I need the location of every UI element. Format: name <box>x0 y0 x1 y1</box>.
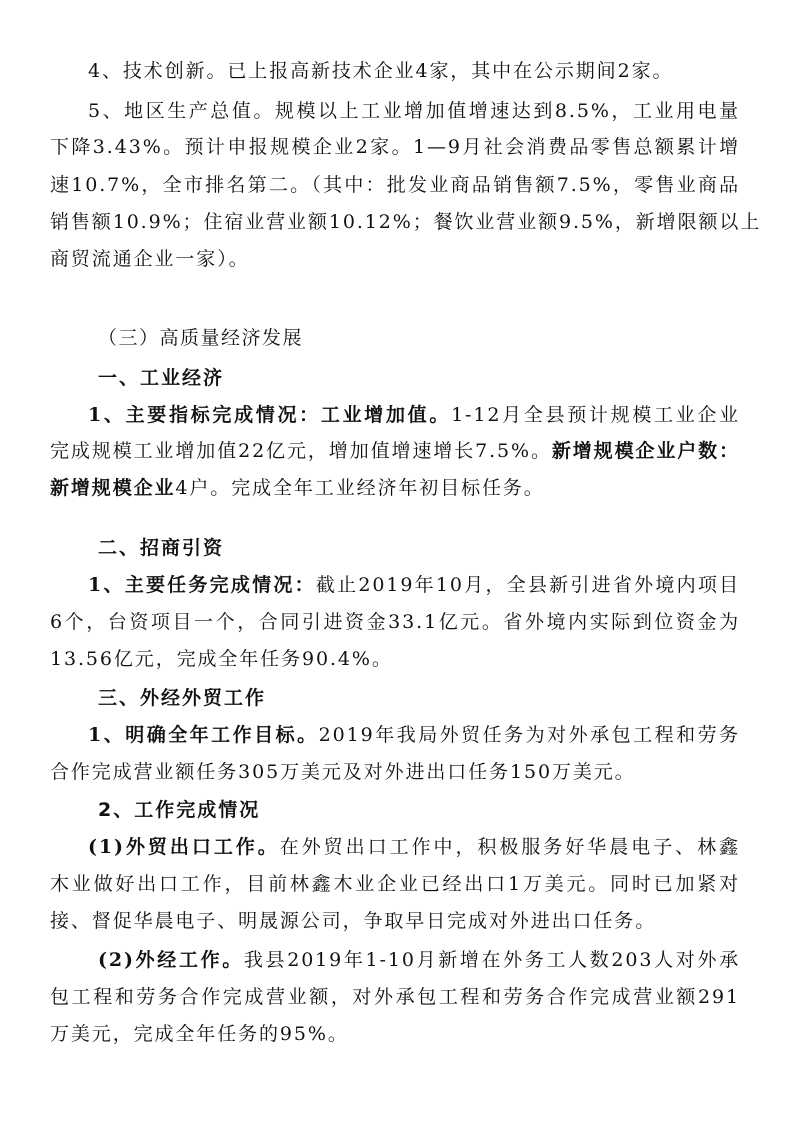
paragraph-invest-line-3 <box>50 642 740 676</box>
paragraph-tech-innovation <box>88 54 740 88</box>
section-heading-high-quality-development: （三）高质量经济发展 <box>98 327 304 349</box>
heading-work-completion: 2、工作完成情况 <box>98 799 261 821</box>
text: 木业做好出口工作，目前林鑫木业企业已经出口1万美元。同时已加紧对 <box>50 873 740 895</box>
paragraph-gdp-line-3 <box>50 168 740 202</box>
text: 4户。完成全年工业经济年初目标任务。 <box>175 477 545 499</box>
paragraph-invest-line-2 <box>50 605 740 639</box>
heading-investment-attraction: 二、招商引资 <box>98 537 225 559</box>
heading-foreign-trade: 三、外经外贸工作 <box>98 687 267 709</box>
text: 完成规模工业增加值22亿元，增加值增速增长7.5%。 <box>50 440 552 462</box>
text: 商贸流通企业一家）。 <box>50 248 250 270</box>
paragraph-industry-line-2 <box>50 434 740 468</box>
bold-text: 1、主要指标完成情况：工业增加值。 <box>88 404 452 426</box>
paragraph-foreign-economy-line-2 <box>50 980 740 1014</box>
paragraph-foreign-economy-line-1 <box>98 943 740 977</box>
text: 在外贸出口工作中，积极服务好华晨电子、林鑫 <box>279 836 741 858</box>
paragraph-industry-line-3 <box>50 471 740 505</box>
paragraph-export-line-2 <box>50 867 740 901</box>
text: 接、督促华晨电子、明晟源公司，争取早日完成对外进出口任务。 <box>50 910 657 932</box>
bold-text: 1、主要任务完成情况： <box>88 574 316 596</box>
text: 万美元，完成全年任务的95%。 <box>50 1023 349 1045</box>
bold-text: 1、明确全年工作目标。 <box>88 724 319 746</box>
paragraph-industry-line-1 <box>88 398 740 432</box>
text: 1-12月全县预计规模工业企业 <box>451 404 741 426</box>
text: 速10.7%，全市排名第二。（其中：批发业商品销售额7.5%，零售业商品 <box>50 174 740 196</box>
paragraph-trade-goal-line-2 <box>50 755 740 789</box>
paragraph-trade-goal-line-1 <box>88 718 740 752</box>
paragraph-gdp-line-2 <box>50 130 740 164</box>
paragraph-foreign-economy-line-3 <box>50 1017 740 1051</box>
text: 合作完成营业额任务305万美元及对外进出口任务150万美元。 <box>50 761 636 783</box>
text: 包工程和劳务合作完成营业额，对外承包工程和劳务合作完成营业额291 <box>50 986 740 1008</box>
text: 5、地区生产总值。规模以上工业增加值增速达到8.5%，工业用电量 <box>88 100 740 122</box>
text: 13.56亿元，完成全年任务90.4%。 <box>50 648 393 670</box>
paragraph-gdp-line-4 <box>50 205 762 239</box>
bold-text: 新增规模企业户数： <box>551 440 740 462</box>
text: 4、技术创新。已上报高新技术企业4家，其中在公示期间2家。 <box>88 60 674 82</box>
paragraph-gdp-line-5 <box>50 242 740 276</box>
bold-text: 新增规模企业 <box>50 477 176 499</box>
text: 销售额10.9%；住宿业营业额10.12%；餐饮业营业额9.5%，新增限额以上 <box>50 211 762 233</box>
paragraph-gdp-line-1 <box>88 94 740 128</box>
text: 我县2019年1-10月新增在外务工人数203人对外承 <box>243 949 740 971</box>
bold-text: (1)外贸出口工作。 <box>88 836 280 858</box>
text: 2019年我局外贸任务为对外承包工程和劳务 <box>318 724 740 746</box>
text: 下降3.43%。预计申报规模企业2家。1—9月社会消费品零售总额累计增 <box>50 136 740 158</box>
text: 6个，台资项目一个，合同引进资金33.1亿元。省外境内实际到位资金为 <box>50 611 740 633</box>
bold-text: (2)外经工作。 <box>98 949 244 971</box>
paragraph-export-line-1 <box>88 830 740 864</box>
text: 截止2019年10月，全县新引进省外境内项目 <box>315 574 740 596</box>
paragraph-invest-line-1 <box>88 568 740 602</box>
heading-industrial-economy: 一、工业经济 <box>98 367 225 389</box>
paragraph-export-line-3 <box>50 904 740 938</box>
